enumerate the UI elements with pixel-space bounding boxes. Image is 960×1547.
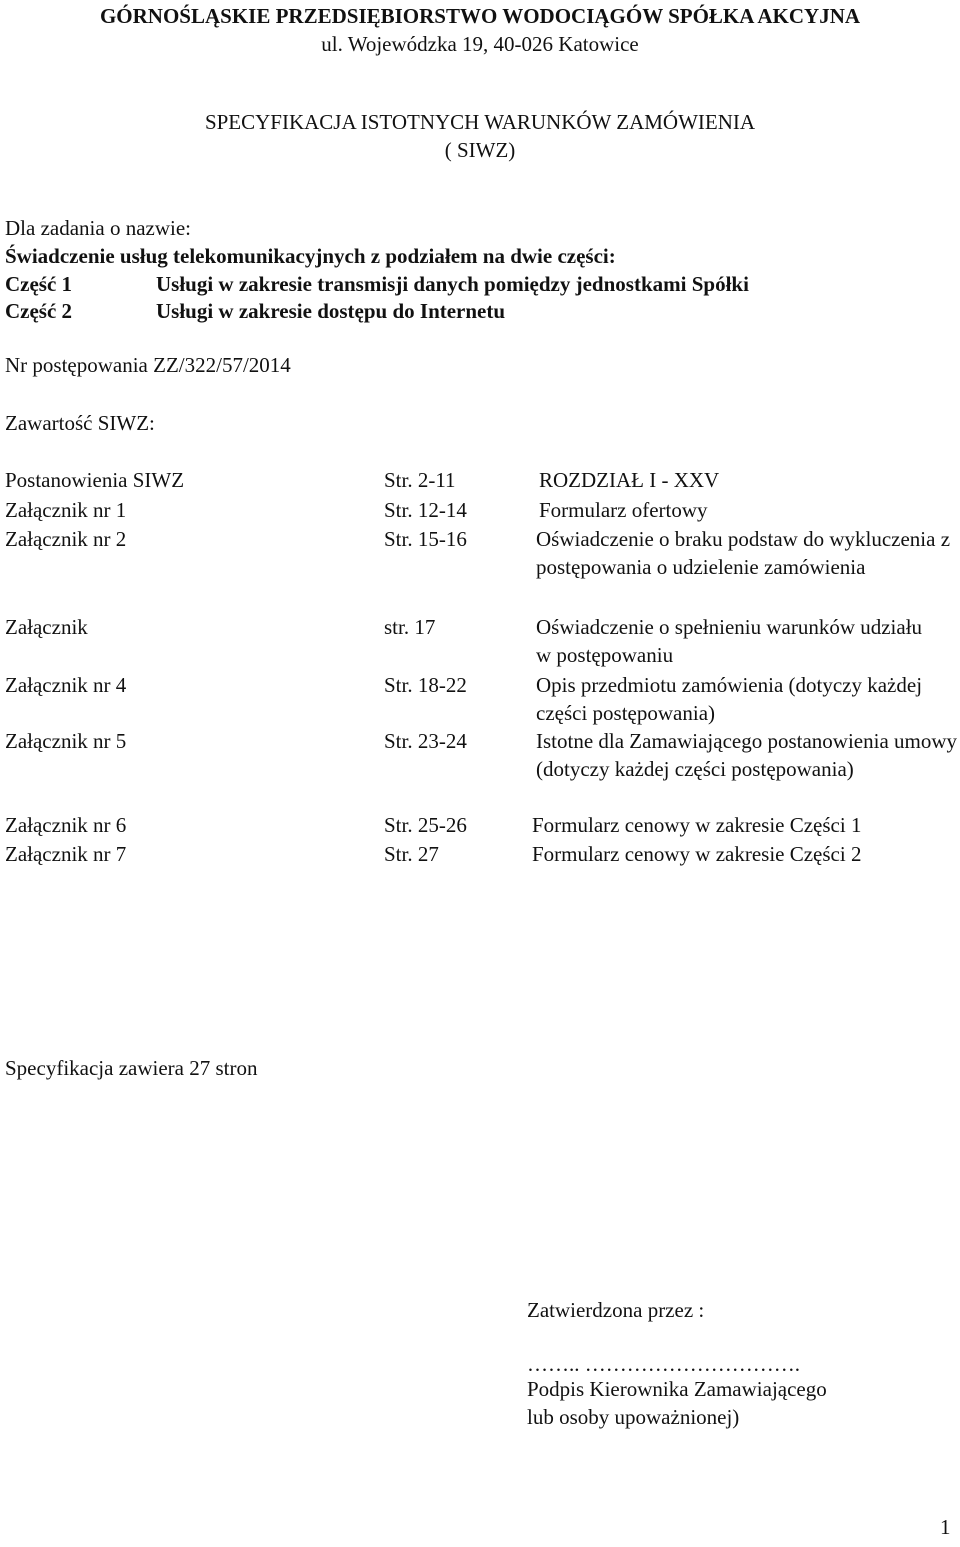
approval-label: Zatwierdzona przez : xyxy=(527,1298,705,1322)
contents-row-pages: Str. 25-26 xyxy=(384,813,467,837)
contents-row-pages: Str. 15-16 xyxy=(384,527,467,551)
contents-row-name: Załącznik nr 6 xyxy=(5,813,127,837)
page-count-note: Specyfikacja zawiera 27 stron xyxy=(5,1056,258,1080)
contents-row-desc: Oświadczenie o braku podstaw do wykluczenia z postępowania o udzielenie zamówienia xyxy=(536,527,951,579)
contents-row-name: Postanowienia SIWZ xyxy=(5,468,185,492)
contents-row-desc: Opis przedmiotu zamówienia (dotyczy każdej części postępowania) xyxy=(536,673,923,725)
contents-row-desc: Oświadczenie o spełnieniu warunków udziału w postępowaniu xyxy=(536,615,923,667)
part-1-label: Część 1 xyxy=(5,272,73,296)
contents-row-desc: Formularz cenowy w zakresie Części 1 xyxy=(532,813,862,837)
signature-dots: …….. …………………………. xyxy=(527,1352,800,1376)
contents-row-pages: Str. 12-14 xyxy=(384,498,467,522)
contents-row-pages: Str. 23-24 xyxy=(384,729,467,753)
company-name: GÓRNOŚLĄSKIE PRZEDSIĘBIORSTWO WODOCIĄGÓW SPÓŁKA AKCYJNA xyxy=(99,4,861,28)
contents-row-pages: Str. 27 xyxy=(384,842,439,866)
company-address: ul. Wojewódzka 19, 40-026 Katowice xyxy=(321,32,639,56)
signature-caption-line1: Podpis Kierownika Zamawiającego xyxy=(527,1377,827,1401)
part-1-desc: Usługi w zakresie transmisji danych pomiędzy jednostkami Spółki xyxy=(156,272,749,296)
signature-caption-line2: lub osoby upoważnionej) xyxy=(527,1405,740,1429)
document-subtitle: ( SIWZ) xyxy=(444,138,516,162)
contents-row-desc: Istotne dla Zamawiającego postanowienia umowy (dotyczy każdej części postępowania) xyxy=(536,729,958,781)
contents-row-pages: Str. 18-22 xyxy=(384,673,467,697)
contents-row-desc: Formularz cenowy w zakresie Części 2 xyxy=(532,842,862,866)
contents-row-name: Załącznik xyxy=(5,615,88,639)
contents-row-name: Załącznik nr 2 xyxy=(5,527,127,551)
contents-row-name: Załącznik nr 7 xyxy=(5,842,127,866)
contents-row-name: Załącznik nr 5 xyxy=(5,729,127,753)
task-intro: Dla zadania o nazwie: xyxy=(5,216,191,240)
contents-row-name: Załącznik nr 1 xyxy=(5,498,127,522)
task-name: Świadczenie usług telekomunikacyjnych z podziałem na dwie części: xyxy=(5,244,616,268)
contents-row-name: Załącznik nr 4 xyxy=(5,673,127,697)
contents-row-desc: Formularz ofertowy xyxy=(539,498,708,522)
page-number: 1 xyxy=(940,1515,951,1539)
part-2-desc: Usługi w zakresie dostępu do Internetu xyxy=(156,299,506,323)
contents-heading: Zawartość SIWZ: xyxy=(5,411,155,435)
contents-row-pages: str. 17 xyxy=(384,615,436,639)
document-title: SPECYFIKACJA ISTOTNYCH WARUNKÓW ZAMÓWIENIA xyxy=(204,110,756,134)
contents-row-desc: ROZDZIAŁ I - XXV xyxy=(539,468,720,492)
part-2-label: Część 2 xyxy=(5,299,73,323)
procedure-number: Nr postępowania ZZ/322/57/2014 xyxy=(5,353,291,377)
contents-row-pages: Str. 2-11 xyxy=(384,468,456,492)
